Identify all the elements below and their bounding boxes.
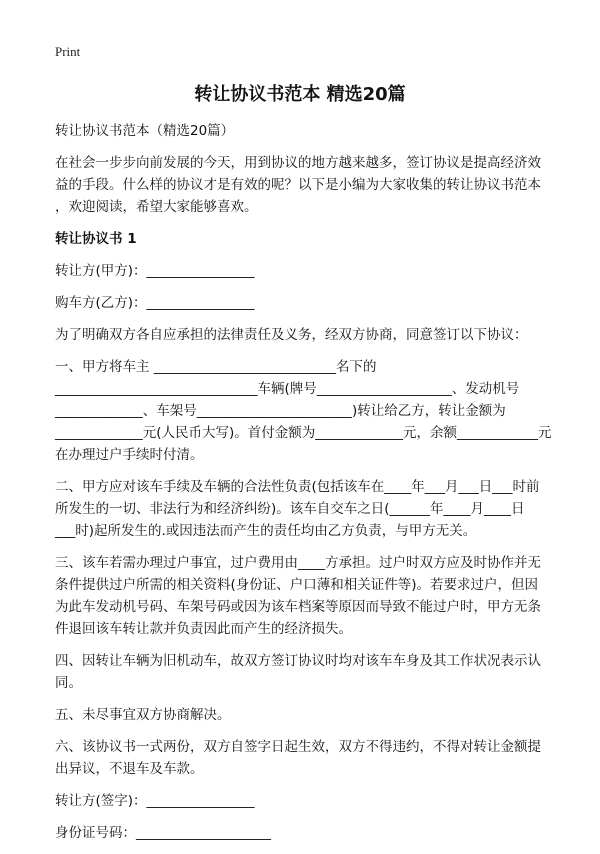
text-line: 在社会一步步向前发展的今天，用到协议的地方越来越多，签订协议是提高经济效 (55, 155, 541, 171)
paragraph (55, 476, 555, 542)
paragraph (55, 650, 555, 694)
text-line: 转让方(签字)：________________ (55, 793, 255, 809)
paragraph (55, 736, 555, 780)
text-line: 同。 (55, 675, 82, 691)
paragraph (55, 292, 555, 314)
paragraph (55, 790, 555, 812)
text-line: 二、甲方应对该车手续及车辆的合法性负责(包括该车在____年___月___日___时前 (55, 479, 540, 495)
text-line: 一、甲方将车主 ___________________________名下的 (55, 359, 377, 375)
text-line: 购车方(乙方)：________________ (55, 295, 255, 311)
text-line: ，欢迎阅读，希望大家能够喜欢。 (55, 199, 258, 215)
paragraph (55, 704, 555, 726)
text-line: 五、未尽事宜双方协商解决。 (55, 707, 231, 723)
text-line: 条件提供过户所需的相关资料(身份证、户口薄和相关证件等)。若要求过户，但因 (55, 577, 539, 593)
text-line: 转让协议书范本（精选20篇） (55, 123, 235, 139)
paragraph (55, 356, 555, 466)
text-line: 益的手段。什么样的协议才是有效的呢？以下是小编为大家收集的转让协议书范本 (55, 177, 541, 193)
text-line: 为此车发动机号码、车架号码或因为该车档案等原因而导致不能过户时，甲方无条 (55, 599, 541, 615)
text-line: 三、该车若需办理过户事宜，过户费用由____方承担。过户时双方应及时协作并无 (55, 555, 541, 571)
text-line: _____________、车架号_______________________)转让给乙方，转让金额为 (55, 403, 506, 419)
paragraph (55, 120, 555, 142)
paragraph (55, 324, 555, 346)
section-heading (55, 228, 555, 250)
paragraph (55, 260, 555, 282)
document-body (55, 120, 555, 854)
print-link[interactable]: Print (55, 44, 81, 59)
paragraph (55, 152, 555, 218)
text-line: 在办理过户手续时付清。 (55, 447, 204, 463)
text-line: 四、因转让车辆为旧机动车，故双方签订协议时均对该车车身及其工作状况表示认 (55, 653, 541, 669)
text-line: ______________________________车辆(牌号____________________、发动机号 (55, 381, 520, 397)
text-line: 转让协议书 1 (55, 231, 137, 247)
text-line: 转让方(甲方)：________________ (55, 263, 255, 279)
text-line: 出异议，不退车及车款。 (55, 761, 204, 777)
text-line: 为了明确双方各自应承担的法律责任及义务，经双方协商，同意签订以下协议： (55, 327, 528, 343)
paragraph (55, 822, 555, 844)
text-line: 六、该协议书一式两份，双方自签字日起生效，双方不得违约，不得对转让金额提 (55, 739, 541, 755)
text-line: ___时)起所发生的.或因违法而产生的责任均由乙方负责，与甲方无关。 (55, 523, 477, 539)
paragraph (55, 552, 555, 640)
text-line: 身份证号码：____________________ (55, 825, 271, 841)
text-line: 件退回该车转让款并负责因此而产生的经济损失。 (55, 621, 352, 637)
text-line: _____________元(人民币大写)。首付金额为_____________元，余额____________元 (55, 425, 552, 441)
text-line: 所发生的一切、非法行为和经济纠纷)。该车自交车之日(______年____月____日 (55, 501, 525, 517)
page-title: 转让协议书范本 精选20篇 (194, 84, 406, 105)
